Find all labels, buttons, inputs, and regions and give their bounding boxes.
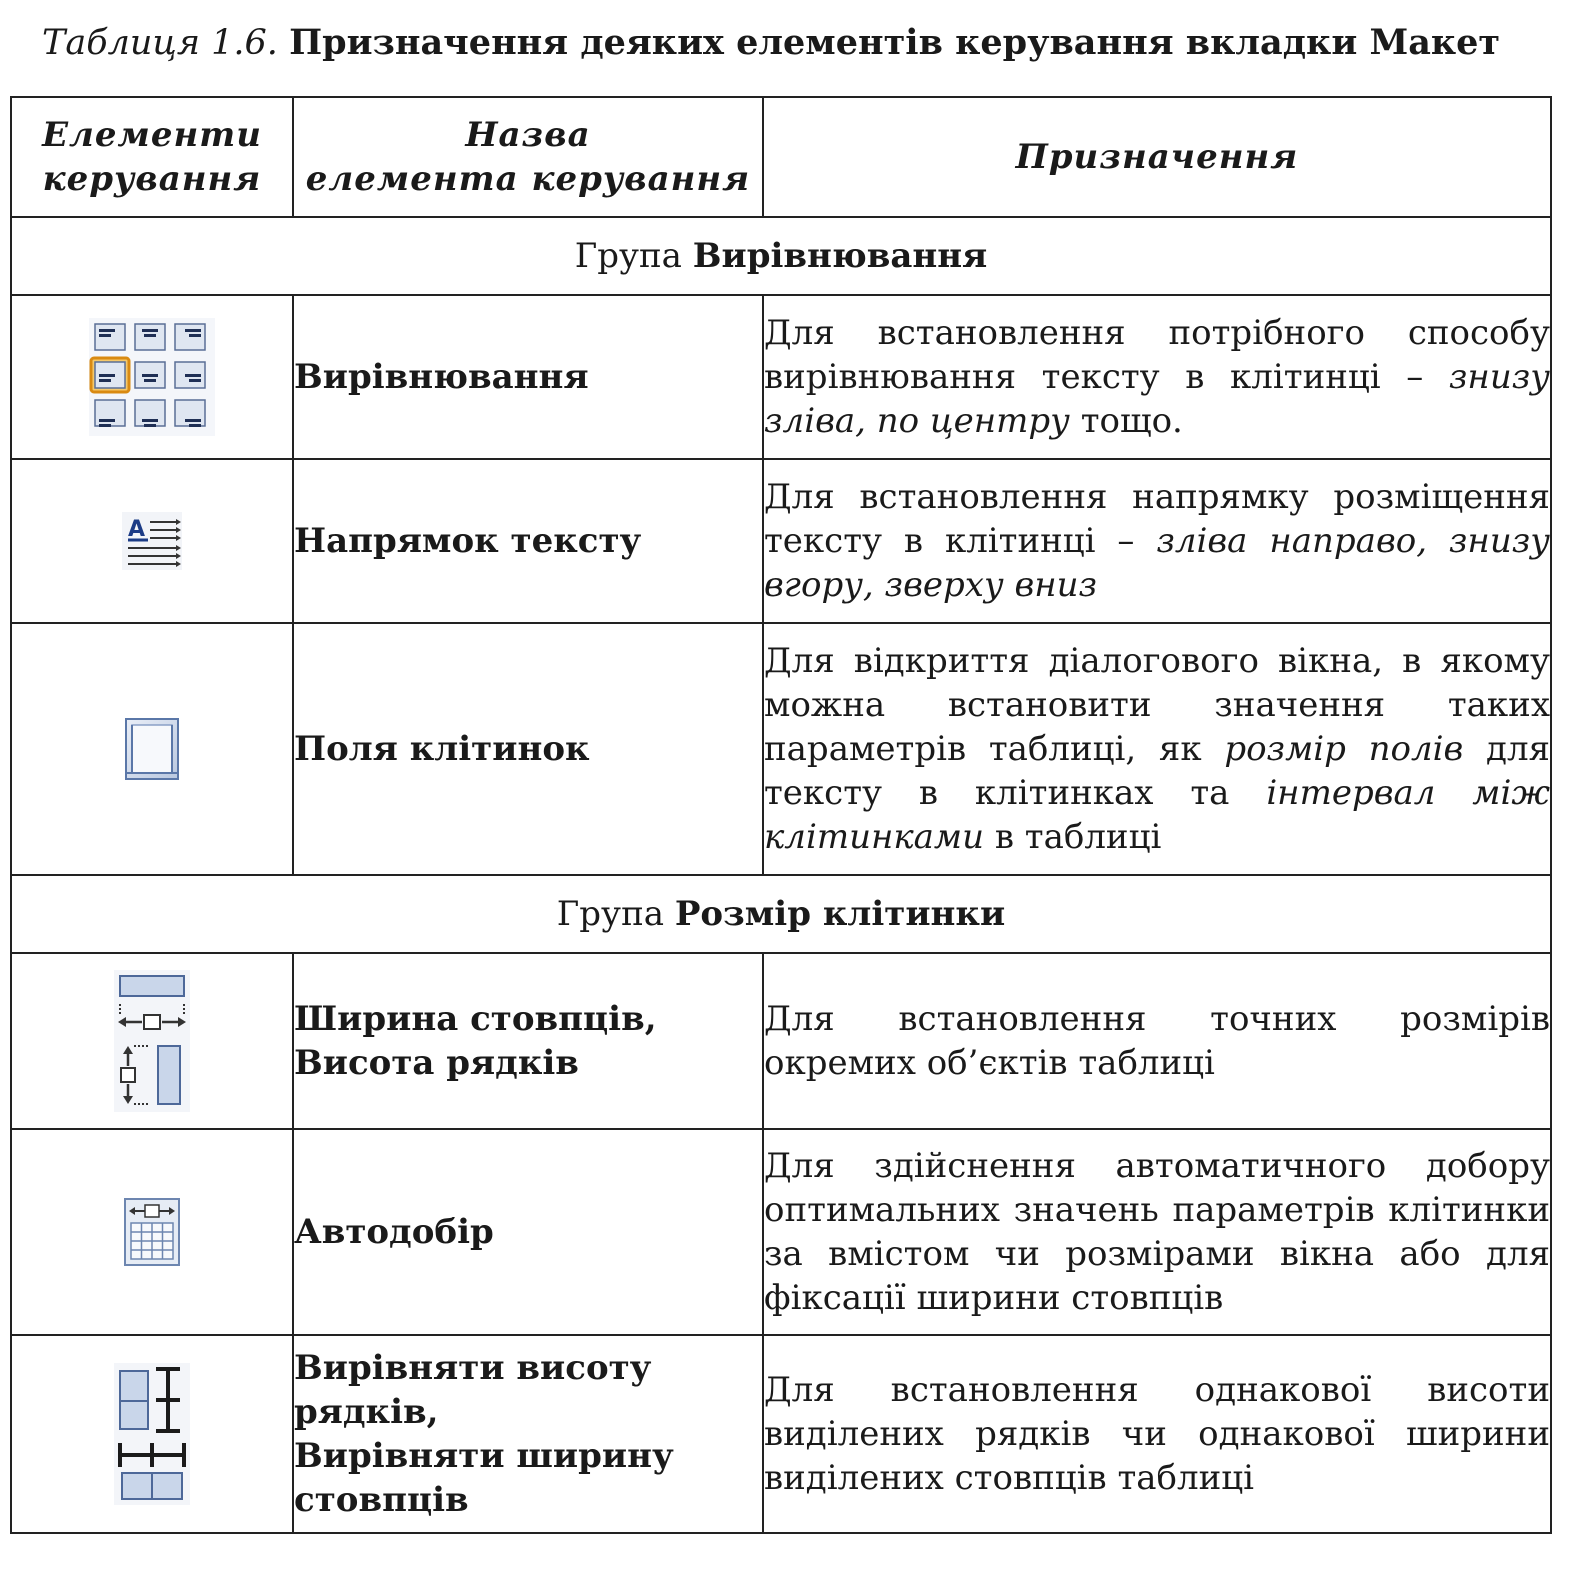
header-name-line2: елемента керування	[305, 159, 751, 199]
group-cell	[11, 217, 1551, 295]
header-controls-line1: Елементи	[42, 115, 262, 155]
desc-emphasis: розмір полів	[1224, 729, 1464, 769]
table-row	[11, 1335, 1551, 1533]
group-cell	[11, 875, 1551, 953]
control-description	[763, 295, 1551, 459]
column-width-row-height-icon	[114, 1019, 190, 1059]
table-caption	[42, 18, 1542, 68]
control-name: Автодобір	[293, 1129, 763, 1335]
desc-text: Для встановлення напрямку розміщення тексту в клітинці –	[764, 477, 1550, 561]
group-prefix: Група	[574, 236, 682, 276]
control-name	[293, 953, 763, 1129]
control-name-line: Вирівняти ширину стовпців	[294, 1436, 674, 1520]
control-description	[763, 459, 1551, 623]
icon-cell	[11, 953, 293, 1129]
table-row	[11, 953, 1551, 1129]
group-prefix: Група	[556, 894, 664, 934]
header-purpose: Призначення	[763, 97, 1551, 217]
control-description: Для встановлення точних розмірів окремих об’єктів таблиці	[763, 953, 1551, 1129]
desc-text: в таблиці	[984, 817, 1162, 857]
autofit-icon	[123, 1210, 181, 1250]
header-controls-line2: керування	[42, 159, 262, 199]
control-name-line: Ширина стовпців,	[294, 999, 657, 1039]
control-name	[293, 1335, 763, 1533]
table-row	[11, 623, 1551, 875]
icon-cell	[11, 295, 293, 459]
group-name: Розмір клітинки	[674, 894, 1006, 934]
desc-emphasis: знизу зліва, по центру	[764, 357, 1550, 441]
control-name: Поля клітинок	[293, 623, 763, 875]
svg-text:A: A	[128, 517, 146, 542]
desc-text: для тексту в клітинках та	[764, 729, 1551, 813]
text-direction-icon	[122, 519, 182, 559]
control-description	[763, 623, 1551, 875]
desc-emphasis: інтервал між клітинками	[764, 773, 1551, 857]
control-name: Напрямок тексту	[293, 459, 763, 623]
table-row	[11, 1129, 1551, 1335]
group-row-cell-size	[11, 875, 1551, 953]
desc-text: Для встановлення потрібного способу вирівнювання тексту в клітинці –	[764, 313, 1550, 397]
caption-title: Призначення деяких елементів керування вкладки Макет	[289, 22, 1501, 63]
control-description: Для встановлення однакової висоти виділених рядків чи однакової ширини виділених стовпців таблиці	[763, 1335, 1551, 1533]
icon-cell	[11, 1335, 293, 1533]
table-header-row	[11, 97, 1551, 217]
group-name: Вирівнювання	[692, 236, 988, 276]
controls-table	[10, 96, 1552, 1534]
desc-emphasis: зліва направо, знизу вгору, зверху вниз	[764, 521, 1550, 605]
cell-margins-icon	[124, 727, 180, 767]
table-row	[11, 459, 1551, 623]
alignment-grid-icon	[89, 355, 215, 395]
header-name	[293, 97, 763, 217]
header-name-line1: Назва	[465, 115, 591, 155]
icon-cell	[11, 459, 293, 623]
distribute-rows-columns-icon	[114, 1412, 190, 1452]
icon-cell	[11, 623, 293, 875]
table-row	[11, 295, 1551, 459]
control-name: Вирівнювання	[293, 295, 763, 459]
control-description: Для здійснення автоматичного добору оптимальних значень параметрів клітинки за вмістом чи розмірами вікна або для фіксації ширини стовпців	[763, 1129, 1551, 1335]
desc-text: тощо.	[1069, 401, 1183, 441]
group-row-alignment	[11, 217, 1551, 295]
desc-text: Для відкриття діалогового вікна, в якому можна встановити значення таких параметрів таблиці, як	[764, 641, 1550, 769]
icon-cell	[11, 1129, 293, 1335]
control-name-line: Вирівняти висоту рядків,	[294, 1348, 652, 1432]
header-controls	[11, 97, 293, 217]
control-name-line: Висота рядків	[294, 1043, 579, 1083]
caption-label: Таблиця 1.6.	[42, 23, 278, 63]
